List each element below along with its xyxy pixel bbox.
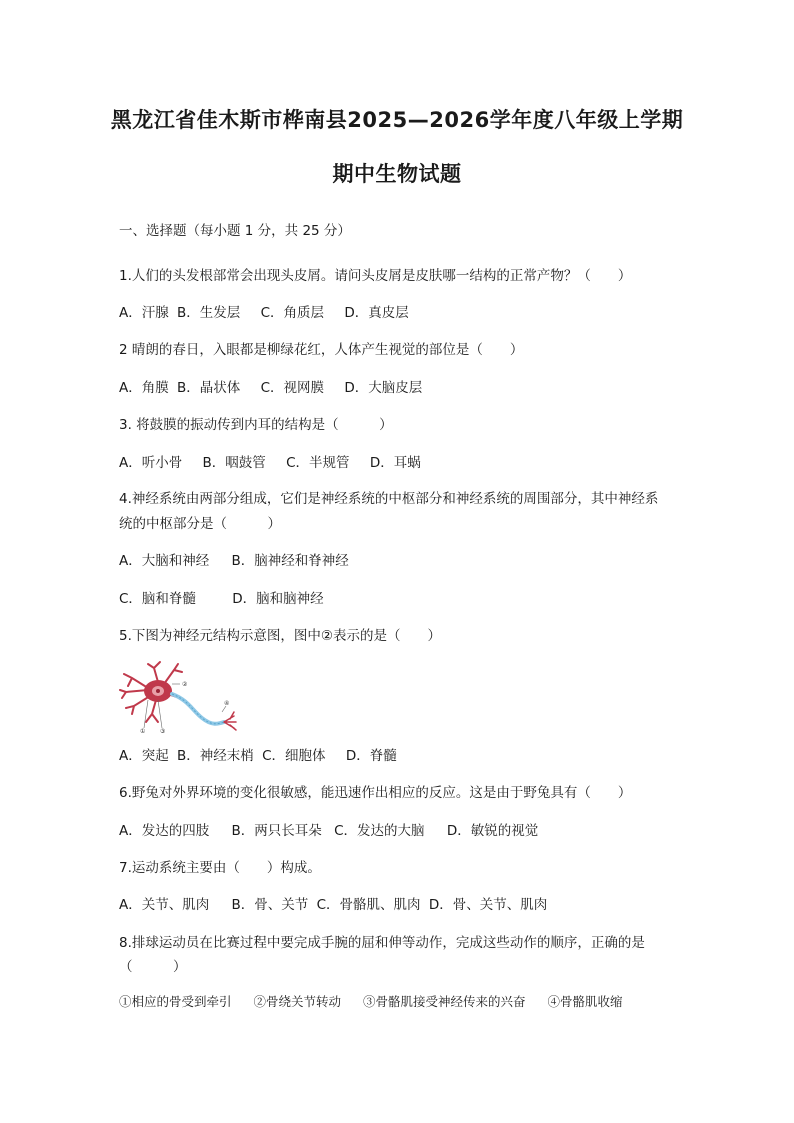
question-5-options [119,744,397,764]
q4-option-a: A．大脑和神经 [119,553,210,569]
question-4-options-row1 [119,549,349,569]
q6-option-a: A．发达的四肢 [119,823,210,839]
q4-option-b: B．脑神经和脊神经 [231,553,349,569]
q7-option-b: B．骨、关节 [231,897,309,913]
q6-option-d: D．敏锐的视觉 [446,823,539,839]
question-2-stem: 2 晴朗的春日，入眼都是柳绿花红，人体产生视觉的部位是（ ） [119,342,524,358]
question-3-stem: 3. 将鼓膜的振动传到内耳的结构是（ ） [119,417,393,433]
question-2-options [119,376,422,396]
q7-option-d: D．骨、关节、肌肉 [428,897,548,913]
question-1-stem: 1.人们的头发根部常会出现头皮屑。请问头皮屑是皮肤哪一结构的正常产物？（ ） [119,268,632,284]
q2-option-b: B．晶状体 [177,380,241,396]
section-heading: 一、选择题（每小题 1 分，共 25 分） [119,223,351,239]
q3-option-d: D．耳蜗 [369,455,421,471]
question-6-stem: 6.野兔对外界环境的变化很敏感，能迅速作出相应的反应。这是由于野兔具有（ ） [119,785,632,801]
question-6-options [119,819,538,839]
q6-option-c: C．发达的大脑 [334,823,425,839]
q2-option-c: C．视网膜 [260,380,325,396]
q8-step-3: ③骨骼肌接受神经传来的兴奋 [363,994,526,1009]
q1-option-b: B．生发层 [177,305,241,321]
neuron-diagram [118,660,243,735]
q5-option-c: C．细胞体 [262,748,326,764]
q8-step-2: ②骨绕关节转动 [253,994,342,1009]
q3-option-b: B．咽鼓管 [202,455,266,471]
neuron-label-3: ③ [160,728,166,735]
q2-option-a: A．角膜 [119,380,169,396]
neuron-label-2: ② [182,681,188,688]
question-8-steps [119,992,623,1010]
q5-option-a: A．突起 [119,748,169,764]
question-5-stem: 5.下图为神经元结构示意图，图中②表示的是（ ） [119,628,441,644]
question-4-stem-line1: 4.神经系统由两部分组成，它们是神经系统的中枢部分和神经系统的周围部分，其中神经系 [119,491,659,507]
q4-option-d: D．脑和脑神经 [232,591,324,607]
question-4-options-row2 [119,587,324,607]
q4-option-c: C．脑和脊髓 [119,591,196,607]
question-1-options [119,301,409,321]
question-8-stem-line2: （ ） [119,959,187,975]
q1-option-a: A．汗腺 [119,305,169,321]
question-8-stem-line1: 8.排球运动员在比赛过程中要完成手腕的屈和伸等动作，完成这些动作的顺序，正确的是 [119,935,645,951]
question-3-options [119,451,421,471]
q5-option-b: B．神经末梢 [177,748,254,764]
q6-option-b: B．两只长耳朵 [231,823,322,839]
q8-step-1: ①相应的骨受到牵引 [119,994,232,1009]
q2-option-d: D．大脑皮层 [344,380,423,396]
neuron-label-4: ④ [224,700,230,707]
neuron-label-1: ① [140,728,146,735]
q7-option-a: A．关节、肌肉 [119,897,210,913]
q5-option-d: D．脊髓 [345,748,397,764]
q1-option-d: D．真皮层 [344,305,409,321]
question-4-stem-line2: 统的中枢部分是（ ） [119,516,281,532]
q3-option-a: A．听小骨 [119,455,183,471]
q8-step-4: ④骨骼肌收缩 [547,994,623,1009]
doc-title-line2: 期中生物试题 [332,162,462,186]
q7-option-c: C．骨骼肌、肌肉 [316,897,421,913]
question-7-stem: 7.运动系统主要由（ ）构成。 [119,860,321,876]
question-7-options [119,893,547,913]
doc-title-line1: 黑龙江省佳木斯市桦南县2025—2026学年度八年级上学期 [110,108,684,132]
q1-option-c: C．角质层 [260,305,325,321]
q3-option-c: C．半规管 [286,455,350,471]
